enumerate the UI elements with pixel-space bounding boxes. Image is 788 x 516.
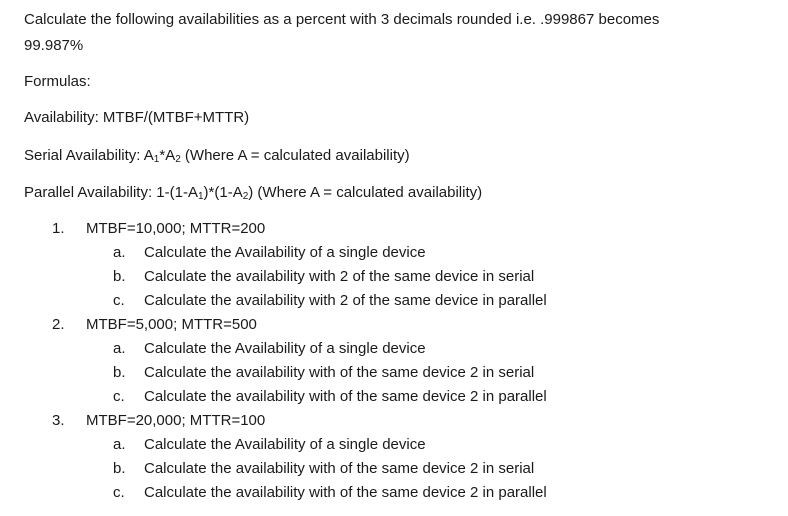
serial-availability-formula xyxy=(24,146,410,170)
parallel-prefix: Parallel Availability: 1-(1-A xyxy=(24,184,198,201)
subquestion-text: Calculate the availability with of the same device 2 in parallel xyxy=(144,484,547,501)
parallel-subscript-1: 1 xyxy=(197,191,204,202)
subquestion-letter: a. xyxy=(113,436,126,453)
subquestion-text: Calculate the Availability of a single device xyxy=(144,436,426,453)
serial-prefix: Serial Availability: A xyxy=(24,147,154,164)
subquestion-letter: b. xyxy=(113,364,126,381)
question-number: 1. xyxy=(52,220,65,237)
subquestion-letter: c. xyxy=(113,388,125,405)
parallel-availability-formula xyxy=(24,183,482,207)
intro-text-1: Calculate the following availabilities as a percent with 3 decimals rounded i.e. .999867 becomes xyxy=(24,11,660,28)
subquestion-text: Calculate the availability with of the same device 2 in parallel xyxy=(144,388,547,405)
formulas-heading-text: Formulas: xyxy=(24,73,91,90)
parallel-subscript-2: 2 xyxy=(242,191,249,202)
question-text: MTBF=5,000; MTTR=500 xyxy=(86,316,257,333)
serial-subscript-2: 2 xyxy=(175,154,181,165)
intro-line-1 xyxy=(24,10,659,30)
question-text: MTBF=10,000; MTTR=200 xyxy=(86,220,266,237)
formulas-heading xyxy=(24,72,91,92)
intro-line-2 xyxy=(24,36,83,56)
subquestion-text: Calculate the availability with of the same device 2 in serial xyxy=(144,460,535,477)
question-number: 2. xyxy=(52,316,65,333)
question-number: 3. xyxy=(52,412,65,429)
serial-suffix: (Where A = calculated availability) xyxy=(180,147,410,164)
parallel-suffix: ) (Where A = calculated availability) xyxy=(248,184,483,201)
question-text: MTBF=20,000; MTTR=100 xyxy=(86,412,266,429)
subquestion-text: Calculate the Availability of a single device xyxy=(144,340,426,357)
subquestion-letter: b. xyxy=(113,268,126,285)
subquestion-text: Calculate the availability with 2 of the same device in parallel xyxy=(144,292,547,309)
subquestion-letter: c. xyxy=(113,292,125,309)
subquestion-text: Calculate the Availability of a single device xyxy=(144,244,426,261)
serial-mid: *A xyxy=(159,147,176,164)
subquestion-letter: c. xyxy=(113,484,125,501)
serial-subscript-1: 1 xyxy=(153,154,160,165)
availability-formula-text: Availability: MTBF/(MTBF+MTTR) xyxy=(24,109,250,126)
availability-formula xyxy=(24,108,249,128)
subquestion-text: Calculate the availability with 2 of the same device in serial xyxy=(144,268,535,285)
subquestion-letter: a. xyxy=(113,244,126,261)
intro-text-2: 99.987% xyxy=(24,37,84,54)
subquestion-letter: b. xyxy=(113,460,126,477)
parallel-mid: )*(1-A xyxy=(203,184,243,201)
subquestion-letter: a. xyxy=(113,340,126,357)
subquestion-text: Calculate the availability with of the same device 2 in serial xyxy=(144,364,535,381)
